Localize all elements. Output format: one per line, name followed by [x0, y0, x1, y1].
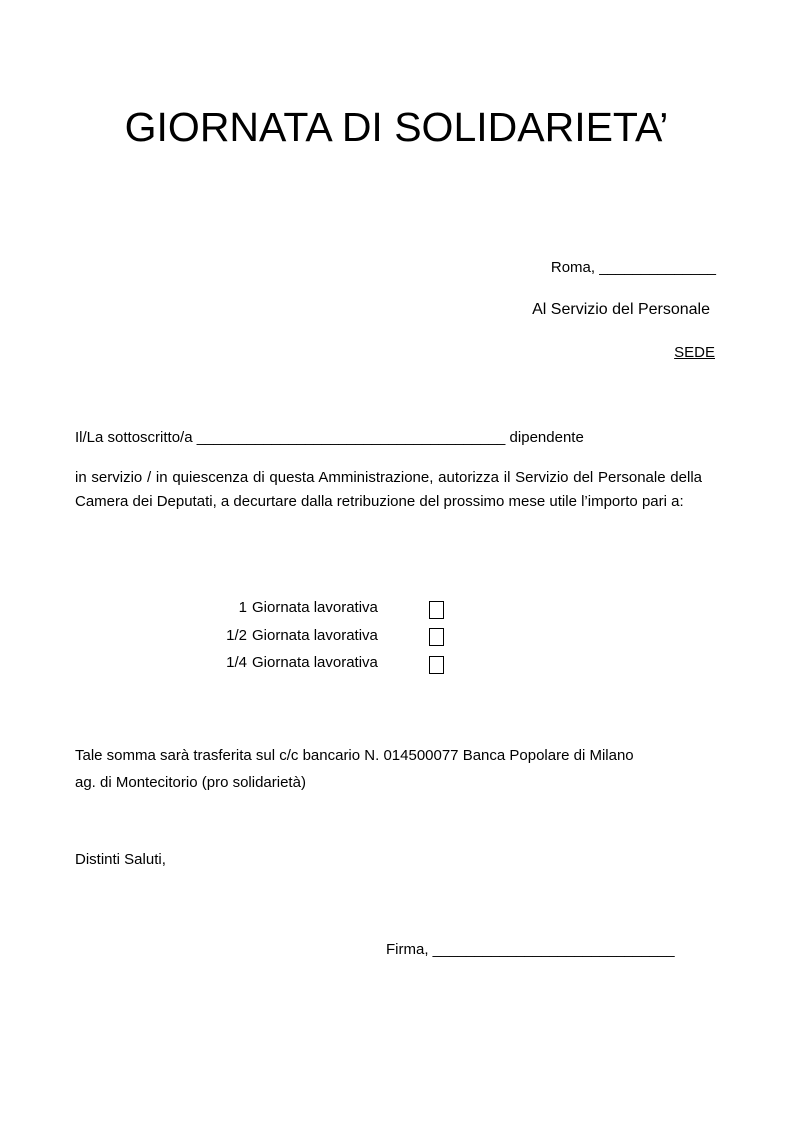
transfer-line-2: ag. di Montecitorio (pro solidarietà): [75, 774, 306, 791]
place-date: Roma, ______________: [550, 259, 716, 276]
option-checkbox-full-day[interactable]: [429, 601, 444, 619]
transfer-line-1: Tale somma sarà trasferita sul c/c bancario N. 014500077 Banca Popolare di Milano: [75, 747, 634, 764]
option-checkbox-half-day[interactable]: [429, 628, 444, 646]
signatory-line: Il/La sottoscritto/a _____________________________________ dipendente: [75, 429, 584, 446]
recipient: Al Servizio del Personale: [532, 301, 710, 318]
option-fraction: 1/2: [226, 627, 247, 644]
option-fraction: 1: [238, 599, 247, 616]
option-label: Giornata lavorativa: [252, 599, 378, 616]
document-title: GIORNATA DI SOLIDARIETA’: [124, 104, 669, 150]
authorization-paragraph: in servizio / in quiescenza di questa Amministrazione, autorizza il Servizio del Personale della Camera dei Deputati, a decurtare dalla retribuzione del prossimo mese utile l’importo pari a:: [75, 469, 702, 510]
signature-line: Firma, _____________________________: [386, 941, 675, 958]
option-label: Giornata lavorativa: [252, 627, 378, 644]
option-fraction: 1/4: [226, 654, 247, 671]
closing-salutation: Distinti Saluti,: [75, 851, 166, 868]
option-checkbox-quarter-day[interactable]: [429, 656, 444, 674]
recipient-location: SEDE: [674, 344, 715, 361]
option-label: Giornata lavorativa: [252, 654, 378, 671]
